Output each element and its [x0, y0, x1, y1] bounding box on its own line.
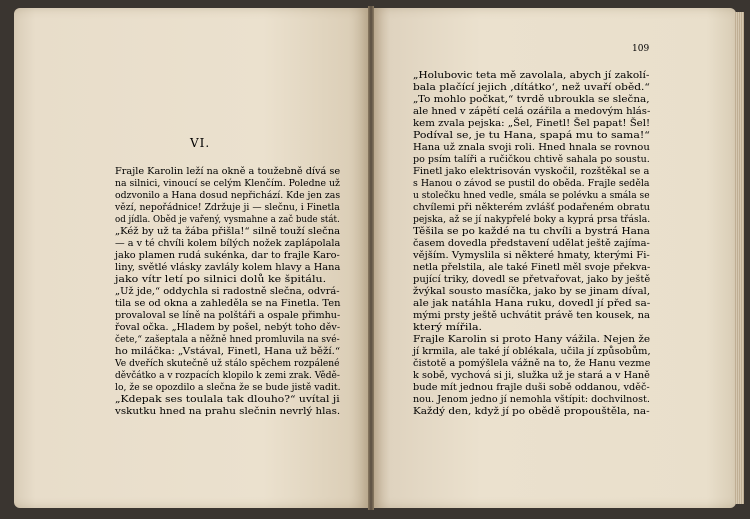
text-line: Podíval se, je tu Hana, spapá mu to sama!“	[413, 130, 650, 141]
text-line: vězí, nepořádnice! Zdržuje ji — slečnu, i Finetla	[115, 202, 340, 213]
text-line: „Kdepak ses toulala tak dlouho?“ uvítal ji	[115, 394, 340, 405]
text-line: u stolečku hned vedle, smála se polévku a smála se	[413, 190, 650, 201]
text-line: ale jak natáhla Hana ruku, dovedl jí před sa-	[413, 298, 651, 309]
book-gutter	[368, 6, 374, 510]
text-line: po psím talíři a ručičkou chtivě sahala po soustu.	[413, 154, 650, 165]
text-line: „Už jde,“ oddychla si radostně slečna, odvrá-	[115, 286, 340, 297]
text-line: nou. Jenom jedno jí nemohla vštípit: dochvilnost.	[413, 394, 650, 405]
chapter-heading: VI.	[190, 136, 211, 150]
text-line: jako plamen rudá sukénka, dar to frajle Karo-	[115, 250, 340, 261]
text-line: vějším. Vymyslila si některé hmaty, kterými Fi-	[413, 250, 650, 261]
text-line: chvílemi při některém zvlášť podařeném obratu	[413, 202, 650, 213]
text-line: netla přelstila, ale také Finetl měl svoje překva-	[413, 262, 651, 273]
text-line: Hana už znala svoji roli. Hned hnala se rovnou	[413, 142, 650, 153]
text-line: Frajle Karolin si proto Hany vážila. Nejen že	[413, 334, 651, 345]
text-line: Finetl jako elektrisován vyskočil, rozštěkal se a	[413, 166, 650, 177]
text-line: bala plačící jejich ‚dítátko‘, než uvaří oběd.“	[413, 82, 650, 93]
text-line: provaloval se líně na polštáři a ospale přimhu-	[115, 310, 341, 321]
text-line: pejska, až se jí nakypřelé boky a kyprá prsa třásla.	[413, 214, 651, 225]
text-line: tila se od okna a zahleděla se na Finetla. Ten	[115, 298, 341, 309]
text-line: Frajle Karolin leží na okně a toužebně dívá se	[115, 166, 341, 177]
text-line: mými prsty ještě uchvátit právě ten kousek, na	[413, 310, 651, 321]
text-line: — a v té chvíli kolem bílých nožek zaplápolala	[115, 238, 341, 249]
text-line: k sobě, vychová si ji, služka už je stará a v Haně	[413, 370, 650, 381]
text-line: jako vítr letí po silnici dolů ke špitálu.	[115, 274, 327, 285]
text-line: lo, že se opozdilo a slečna že se bude jistě vadit.	[115, 382, 341, 393]
text-line: odzvonilo a Hana dosud nepřichází. Kde jen zas	[115, 190, 341, 201]
text-line: liny, světlé vlásky zavlály kolem hlavy a Hana	[115, 262, 341, 273]
text-line: Těšila se po každé na tu chvíli a bystrá Hana	[413, 226, 650, 237]
page-edges	[734, 12, 744, 504]
text-line: „Holubovic teta mě zavolala, abych jí zakolí-	[413, 70, 650, 81]
text-line: ho miláčka: „Vstával, Finetl, Hana už běží.“	[115, 346, 341, 357]
text-line: čistotě a pomýšlela vážně na to, že Hanu vezme	[413, 358, 651, 369]
text-line: na silnici, vinoucí se celým Klenčím. Poledne už	[115, 178, 340, 189]
text-line: Ve dveřích skutečně už stálo spěchem rozpálené	[115, 358, 340, 369]
text-line: který mířila.	[413, 322, 483, 333]
text-line: časem dovedla představení udělat ještě zajíma-	[413, 238, 650, 249]
page-number: 109	[632, 44, 650, 54]
text-line: pující triky, dovedl se přetvařovat, jako by ještě	[413, 274, 651, 285]
text-line: s Hanou o závod se pustil do oběda. Frajle seděla	[413, 178, 650, 189]
text-line: ale hned v zápětí celá ozářila a medovým hlás-	[413, 106, 651, 117]
text-line: od jídla. Oběd je vařený, vysmahne a zač bude stát.	[115, 214, 340, 225]
text-line: čete,“ zašeptala a něžně hned promluvila na své-	[115, 334, 340, 345]
text-line: bude mít jednou frajle duši sobě oddanou, vděč-	[413, 382, 650, 393]
text-line: řoval očka. „Hladem by pošel, nebýt toho děv-	[115, 322, 341, 333]
text-line: „To mohlo počkat,“ tvrdě ubroukla se slečna,	[413, 94, 650, 105]
text-line: žvýkal sousto masíčka, jako by se jinam díval,	[413, 286, 651, 297]
text-line: děvčátko a v rozpacích klopilo k zemi zrak. Vědě-	[115, 370, 340, 381]
text-line: „Kéž by už ta žába přišla!“ silně touží slečna	[115, 226, 341, 237]
text-line: jí krmila, ale také jí oblékala, učila jí způsobům,	[413, 346, 651, 357]
text-line: kem zvala pejska: „Šel, Finetl! Šel papat! Šel!	[413, 118, 651, 129]
text-line: vskutku hned na prahu slečnin nevrlý hlas.	[115, 406, 341, 417]
text-line: Každý den, když jí po obědě propouštěla, na-	[413, 406, 650, 417]
